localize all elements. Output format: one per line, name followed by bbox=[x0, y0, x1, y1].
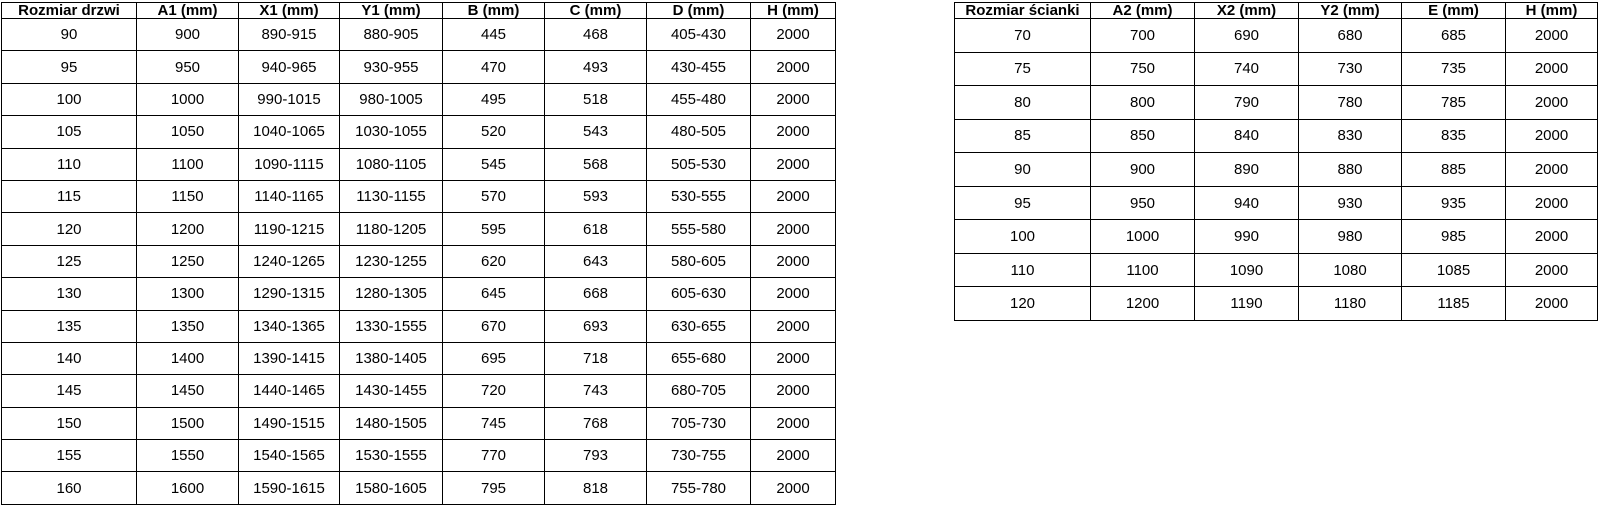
table-cell: 618 bbox=[545, 213, 647, 245]
table-cell: 2000 bbox=[751, 342, 836, 374]
table-cell: 405-430 bbox=[647, 19, 751, 51]
table-cell: 1040-1065 bbox=[239, 116, 340, 148]
column-header: C (mm) bbox=[545, 3, 647, 19]
table-cell: 2000 bbox=[751, 83, 836, 115]
table-cell: 593 bbox=[545, 180, 647, 212]
column-header: H (mm) bbox=[751, 3, 836, 19]
table-cell: 950 bbox=[137, 51, 239, 83]
table-cell: 985 bbox=[1402, 220, 1506, 254]
table-cell: 150 bbox=[2, 407, 137, 439]
table-cell: 545 bbox=[443, 148, 545, 180]
table-cell: 2000 bbox=[751, 148, 836, 180]
column-header: Y1 (mm) bbox=[340, 3, 443, 19]
table-cell: 80 bbox=[955, 86, 1091, 120]
table-cell: 740 bbox=[1195, 52, 1299, 86]
table-cell: 680-705 bbox=[647, 375, 751, 407]
table-cell: 750 bbox=[1091, 52, 1195, 86]
table-cell: 655-680 bbox=[647, 342, 751, 374]
table-cell: 95 bbox=[2, 51, 137, 83]
table-cell: 555-580 bbox=[647, 213, 751, 245]
table-cell: 75 bbox=[955, 52, 1091, 86]
table-cell: 120 bbox=[955, 287, 1091, 321]
table-cell: 980 bbox=[1299, 220, 1402, 254]
table-cell: 2000 bbox=[1506, 119, 1598, 153]
table-cell: 543 bbox=[545, 116, 647, 148]
table-cell: 1490-1515 bbox=[239, 407, 340, 439]
table-cell: 743 bbox=[545, 375, 647, 407]
table-row bbox=[2, 19, 836, 51]
table-cell: 670 bbox=[443, 310, 545, 342]
table-cell: 530-555 bbox=[647, 180, 751, 212]
table-cell: 495 bbox=[443, 83, 545, 115]
table-cell: 690 bbox=[1195, 19, 1299, 53]
door-size-table bbox=[1, 2, 836, 505]
table-cell: 1440-1465 bbox=[239, 375, 340, 407]
table-cell: 110 bbox=[955, 253, 1091, 287]
table-cell: 135 bbox=[2, 310, 137, 342]
table-row bbox=[2, 278, 836, 310]
table-cell: 1500 bbox=[137, 407, 239, 439]
header-row bbox=[2, 3, 836, 19]
table-cell: 1340-1365 bbox=[239, 310, 340, 342]
table-cell: 160 bbox=[2, 472, 137, 505]
table-row bbox=[2, 83, 836, 115]
table-cell: 880-905 bbox=[340, 19, 443, 51]
table-row bbox=[2, 180, 836, 212]
table-cell: 1430-1455 bbox=[340, 375, 443, 407]
table-cell: 2000 bbox=[1506, 253, 1598, 287]
table-cell: 770 bbox=[443, 440, 545, 472]
table-row bbox=[2, 51, 836, 83]
table-cell: 470 bbox=[443, 51, 545, 83]
table-cell: 1300 bbox=[137, 278, 239, 310]
table-row bbox=[955, 220, 1598, 254]
table-cell: 455-480 bbox=[647, 83, 751, 115]
table-row bbox=[955, 186, 1598, 220]
table-cell: 1190 bbox=[1195, 287, 1299, 321]
column-header: Y2 (mm) bbox=[1299, 3, 1402, 19]
table-cell: 480-505 bbox=[647, 116, 751, 148]
table-cell: 2000 bbox=[751, 116, 836, 148]
table-cell: 850 bbox=[1091, 119, 1195, 153]
column-header: Rozmiar ścianki bbox=[955, 3, 1091, 19]
column-header: A1 (mm) bbox=[137, 3, 239, 19]
table-row bbox=[955, 119, 1598, 153]
table-cell: 790 bbox=[1195, 86, 1299, 120]
table-cell: 900 bbox=[1091, 153, 1195, 187]
table-cell: 1330-1555 bbox=[340, 310, 443, 342]
table-cell: 505-530 bbox=[647, 148, 751, 180]
table-cell: 430-455 bbox=[647, 51, 751, 83]
table-cell: 885 bbox=[1402, 153, 1506, 187]
table-cell: 1080-1105 bbox=[340, 148, 443, 180]
column-header: H (mm) bbox=[1506, 3, 1598, 19]
table-cell: 468 bbox=[545, 19, 647, 51]
table-row bbox=[955, 287, 1598, 321]
table-cell: 890 bbox=[1195, 153, 1299, 187]
table-cell: 1190-1215 bbox=[239, 213, 340, 245]
table-cell: 755-780 bbox=[647, 472, 751, 505]
table-cell: 2000 bbox=[751, 472, 836, 505]
table-cell: 100 bbox=[955, 220, 1091, 254]
table-cell: 830 bbox=[1299, 119, 1402, 153]
table-cell: 795 bbox=[443, 472, 545, 505]
table-cell: 840 bbox=[1195, 119, 1299, 153]
table-cell: 2000 bbox=[751, 440, 836, 472]
table-cell: 110 bbox=[2, 148, 137, 180]
table-row bbox=[955, 52, 1598, 86]
table-cell: 1140-1165 bbox=[239, 180, 340, 212]
column-header: E (mm) bbox=[1402, 3, 1506, 19]
table-row bbox=[955, 86, 1598, 120]
table-cell: 1090 bbox=[1195, 253, 1299, 287]
table-cell: 1400 bbox=[137, 342, 239, 374]
column-header: D (mm) bbox=[647, 3, 751, 19]
table-cell: 780 bbox=[1299, 86, 1402, 120]
table-cell: 95 bbox=[955, 186, 1091, 220]
table-row bbox=[2, 310, 836, 342]
table-row bbox=[955, 19, 1598, 53]
table-cell: 1590-1615 bbox=[239, 472, 340, 505]
header-row bbox=[955, 3, 1598, 19]
table-cell: 568 bbox=[545, 148, 647, 180]
table-cell: 735 bbox=[1402, 52, 1506, 86]
table-cell: 1130-1155 bbox=[340, 180, 443, 212]
table-cell: 2000 bbox=[1506, 86, 1598, 120]
table-cell: 1480-1505 bbox=[340, 407, 443, 439]
table-cell: 595 bbox=[443, 213, 545, 245]
table-cell: 730-755 bbox=[647, 440, 751, 472]
table-cell: 445 bbox=[443, 19, 545, 51]
table-cell: 1180-1205 bbox=[340, 213, 443, 245]
table-row bbox=[2, 148, 836, 180]
table-cell: 705-730 bbox=[647, 407, 751, 439]
column-header: Rozmiar drzwi bbox=[2, 3, 137, 19]
table-cell: 940-965 bbox=[239, 51, 340, 83]
table-cell: 518 bbox=[545, 83, 647, 115]
table-cell: 990 bbox=[1195, 220, 1299, 254]
table-cell: 1100 bbox=[1091, 253, 1195, 287]
table-cell: 2000 bbox=[1506, 186, 1598, 220]
table-cell: 140 bbox=[2, 342, 137, 374]
table-cell: 645 bbox=[443, 278, 545, 310]
table-cell: 100 bbox=[2, 83, 137, 115]
table-cell: 935 bbox=[1402, 186, 1506, 220]
table-cell: 145 bbox=[2, 375, 137, 407]
table-cell: 1185 bbox=[1402, 287, 1506, 321]
table-cell: 1290-1315 bbox=[239, 278, 340, 310]
table-cell: 1530-1555 bbox=[340, 440, 443, 472]
table-cell: 1000 bbox=[137, 83, 239, 115]
table-cell: 115 bbox=[2, 180, 137, 212]
table-cell: 1180 bbox=[1299, 287, 1402, 321]
table-cell: 1150 bbox=[137, 180, 239, 212]
table-cell: 1050 bbox=[137, 116, 239, 148]
table-cell: 720 bbox=[443, 375, 545, 407]
table-cell: 880 bbox=[1299, 153, 1402, 187]
table-cell: 130 bbox=[2, 278, 137, 310]
table-cell: 85 bbox=[955, 119, 1091, 153]
table-cell: 793 bbox=[545, 440, 647, 472]
table-cell: 105 bbox=[2, 116, 137, 148]
table-cell: 2000 bbox=[751, 180, 836, 212]
table-cell: 718 bbox=[545, 342, 647, 374]
column-header: X2 (mm) bbox=[1195, 3, 1299, 19]
table-cell: 2000 bbox=[751, 19, 836, 51]
table-cell: 2000 bbox=[751, 245, 836, 277]
table-cell: 570 bbox=[443, 180, 545, 212]
table-cell: 2000 bbox=[751, 213, 836, 245]
table-cell: 930-955 bbox=[340, 51, 443, 83]
table-cell: 930 bbox=[1299, 186, 1402, 220]
table-cell: 90 bbox=[2, 19, 137, 51]
table-cell: 1100 bbox=[137, 148, 239, 180]
table-row bbox=[2, 342, 836, 374]
table-cell: 120 bbox=[2, 213, 137, 245]
table-cell: 1085 bbox=[1402, 253, 1506, 287]
table-cell: 643 bbox=[545, 245, 647, 277]
table-cell: 2000 bbox=[1506, 153, 1598, 187]
table-cell: 1550 bbox=[137, 440, 239, 472]
table-cell: 90 bbox=[955, 153, 1091, 187]
table-cell: 580-605 bbox=[647, 245, 751, 277]
table-row bbox=[2, 407, 836, 439]
table-cell: 1280-1305 bbox=[340, 278, 443, 310]
table-cell: 800 bbox=[1091, 86, 1195, 120]
table-cell: 668 bbox=[545, 278, 647, 310]
table-cell: 950 bbox=[1091, 186, 1195, 220]
table-cell: 1380-1405 bbox=[340, 342, 443, 374]
table-cell: 1240-1265 bbox=[239, 245, 340, 277]
table-cell: 2000 bbox=[751, 310, 836, 342]
table-cell: 990-1015 bbox=[239, 83, 340, 115]
table-cell: 1600 bbox=[137, 472, 239, 505]
table-cell: 785 bbox=[1402, 86, 1506, 120]
table-row bbox=[2, 245, 836, 277]
table-cell: 1540-1565 bbox=[239, 440, 340, 472]
table-cell: 1350 bbox=[137, 310, 239, 342]
table-cell: 1200 bbox=[137, 213, 239, 245]
table-cell: 745 bbox=[443, 407, 545, 439]
table-cell: 730 bbox=[1299, 52, 1402, 86]
table-cell: 685 bbox=[1402, 19, 1506, 53]
table-cell: 70 bbox=[955, 19, 1091, 53]
table-cell: 2000 bbox=[751, 51, 836, 83]
column-header: A2 (mm) bbox=[1091, 3, 1195, 19]
table-cell: 900 bbox=[137, 19, 239, 51]
table-cell: 890-915 bbox=[239, 19, 340, 51]
table-cell: 2000 bbox=[1506, 19, 1598, 53]
table-cell: 695 bbox=[443, 342, 545, 374]
table-row bbox=[2, 440, 836, 472]
table-cell: 1000 bbox=[1091, 220, 1195, 254]
table-cell: 520 bbox=[443, 116, 545, 148]
table-row bbox=[955, 253, 1598, 287]
table-cell: 980-1005 bbox=[340, 83, 443, 115]
table-cell: 1200 bbox=[1091, 287, 1195, 321]
table-cell: 1030-1055 bbox=[340, 116, 443, 148]
table-row bbox=[2, 375, 836, 407]
table-cell: 630-655 bbox=[647, 310, 751, 342]
table-cell: 1230-1255 bbox=[340, 245, 443, 277]
table-cell: 818 bbox=[545, 472, 647, 505]
table-cell: 768 bbox=[545, 407, 647, 439]
table-cell: 2000 bbox=[1506, 220, 1598, 254]
column-header: X1 (mm) bbox=[239, 3, 340, 19]
table-cell: 493 bbox=[545, 51, 647, 83]
table-cell: 1090-1115 bbox=[239, 148, 340, 180]
table-cell: 1250 bbox=[137, 245, 239, 277]
table-cell: 680 bbox=[1299, 19, 1402, 53]
wall-size-table bbox=[954, 2, 1598, 321]
table-cell: 605-630 bbox=[647, 278, 751, 310]
table-row bbox=[2, 472, 836, 505]
table-cell: 940 bbox=[1195, 186, 1299, 220]
table-cell: 2000 bbox=[1506, 287, 1598, 321]
table-row bbox=[955, 153, 1598, 187]
table-row bbox=[2, 116, 836, 148]
table-cell: 1450 bbox=[137, 375, 239, 407]
table-cell: 620 bbox=[443, 245, 545, 277]
table-cell: 2000 bbox=[1506, 52, 1598, 86]
table-cell: 693 bbox=[545, 310, 647, 342]
table-cell: 2000 bbox=[751, 407, 836, 439]
table-cell: 2000 bbox=[751, 278, 836, 310]
column-header: B (mm) bbox=[443, 3, 545, 19]
table-cell: 1390-1415 bbox=[239, 342, 340, 374]
table-cell: 835 bbox=[1402, 119, 1506, 153]
table-cell: 700 bbox=[1091, 19, 1195, 53]
table-cell: 125 bbox=[2, 245, 137, 277]
table-cell: 2000 bbox=[751, 375, 836, 407]
table-cell: 1580-1605 bbox=[340, 472, 443, 505]
table-row bbox=[2, 213, 836, 245]
table-cell: 1080 bbox=[1299, 253, 1402, 287]
table-cell: 155 bbox=[2, 440, 137, 472]
